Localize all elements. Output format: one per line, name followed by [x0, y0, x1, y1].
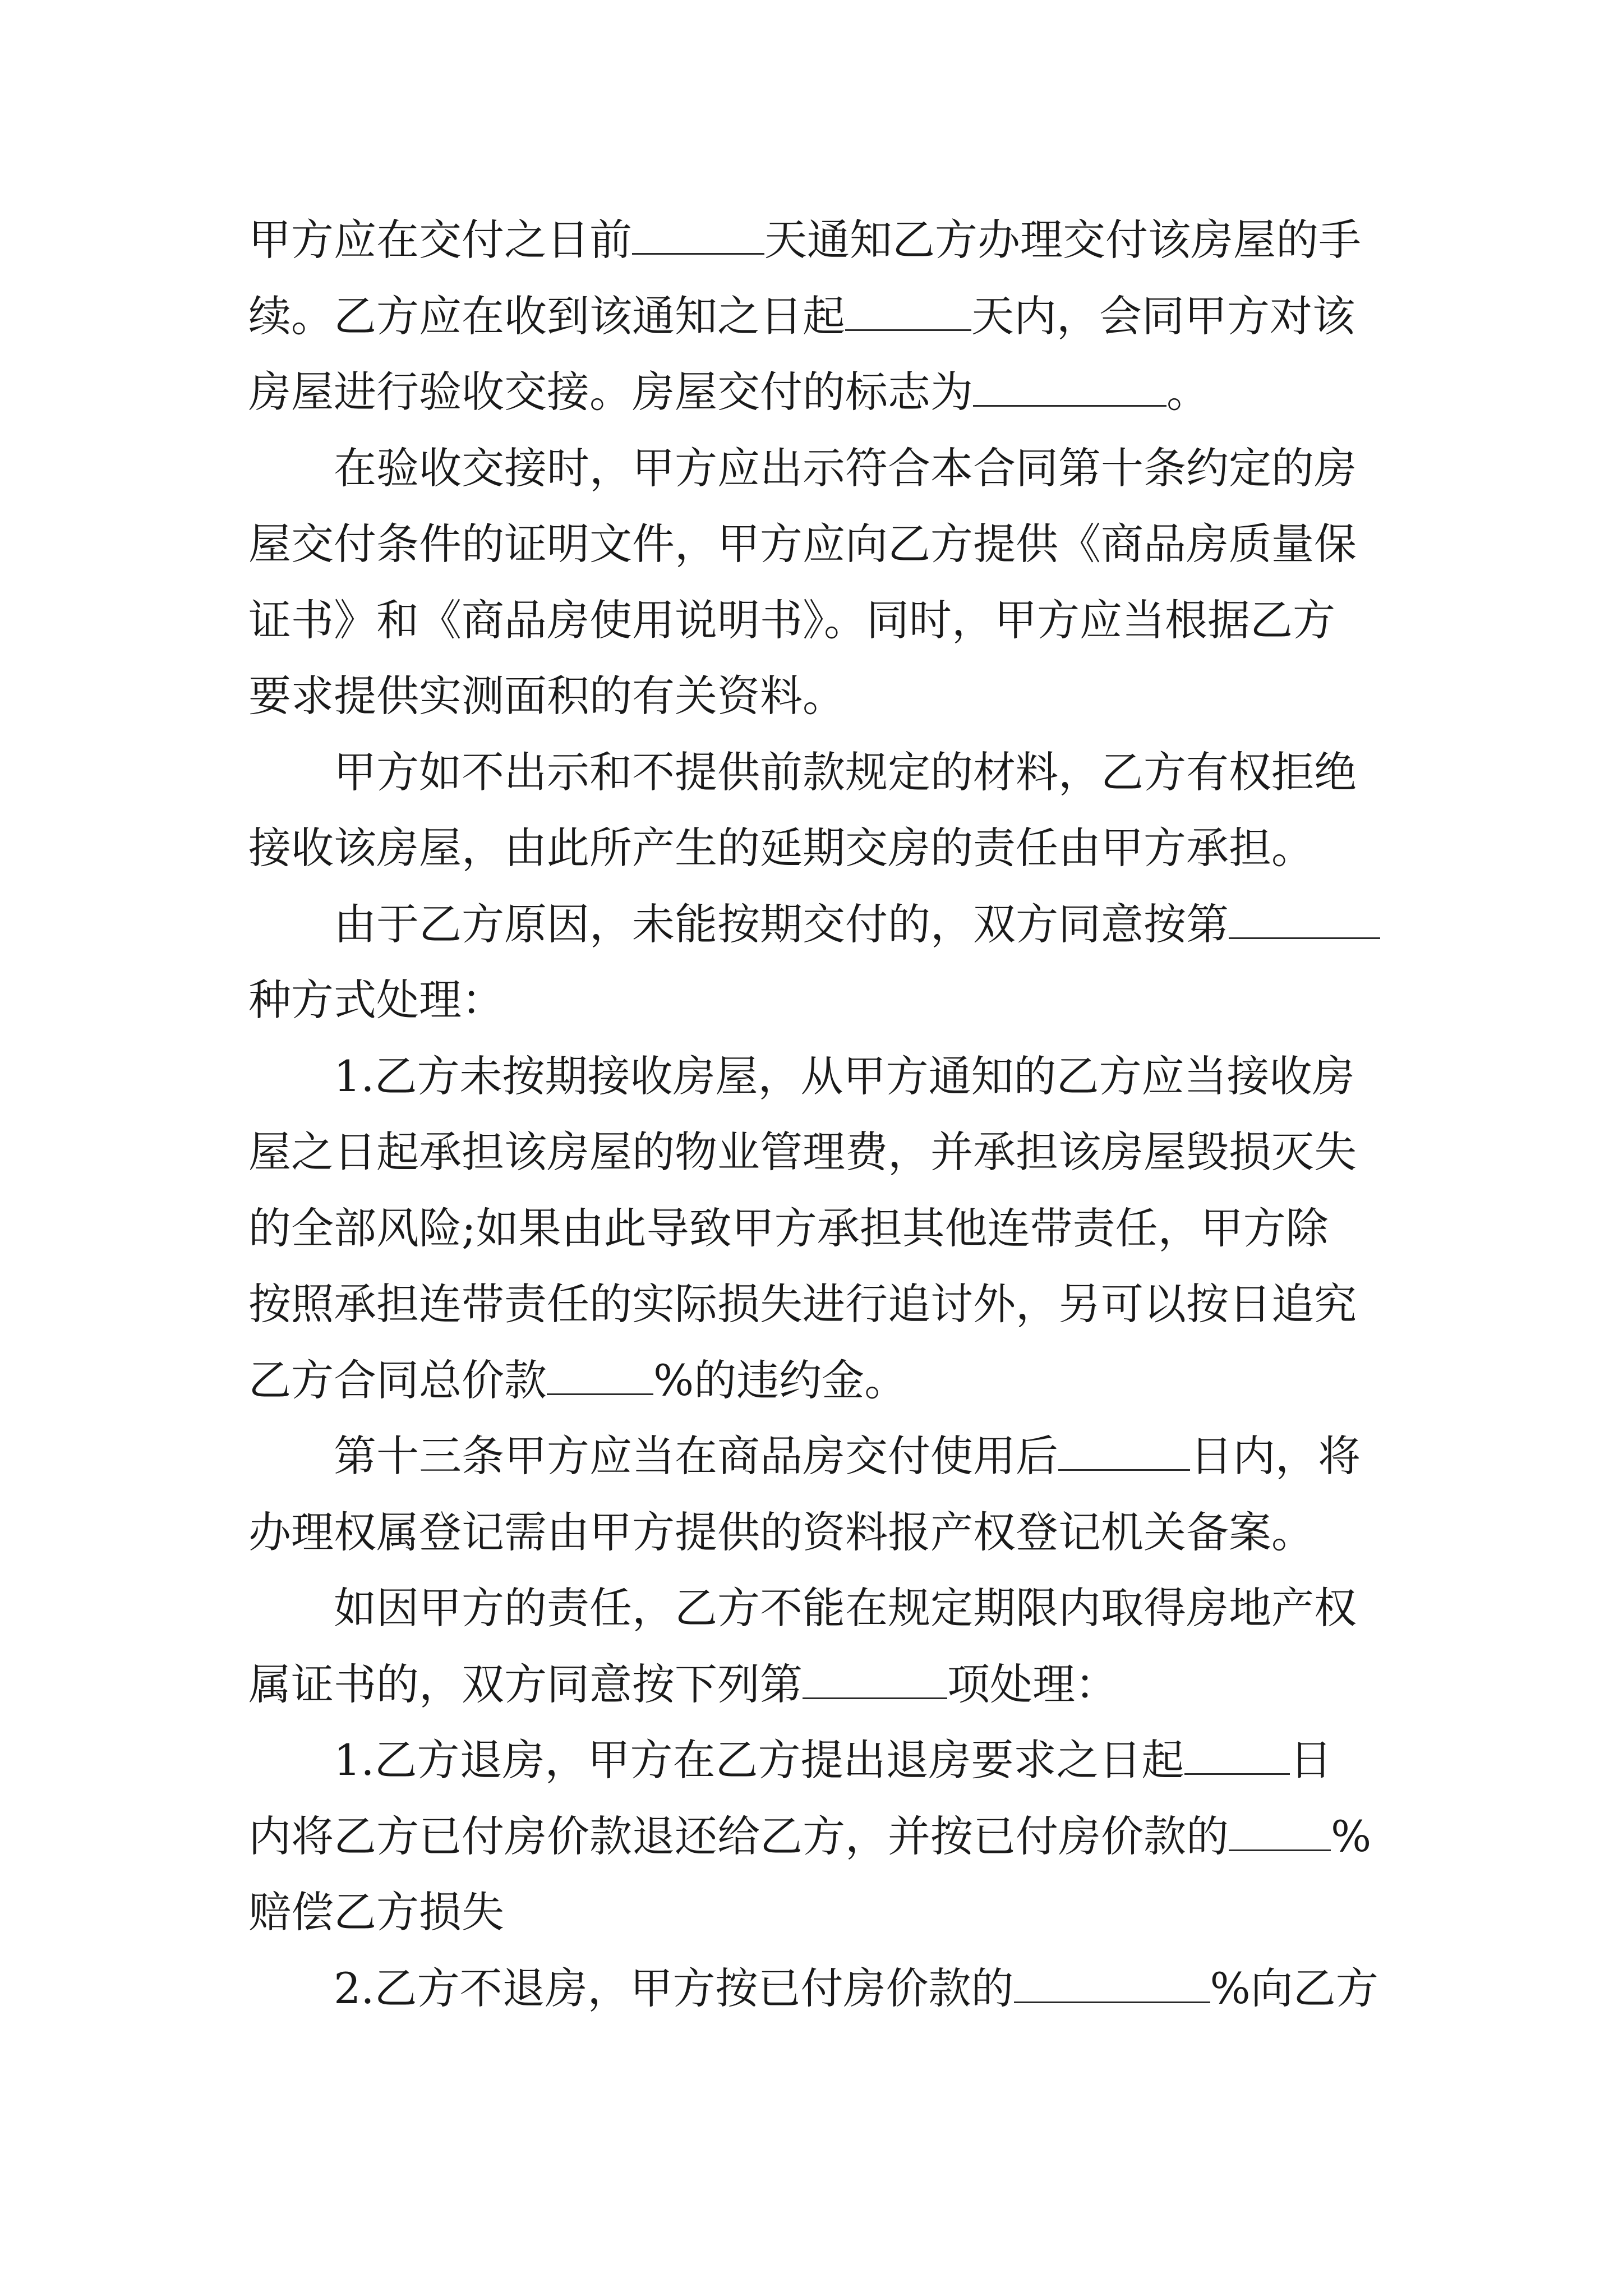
blank-field	[803, 1660, 947, 1699]
text-line	[248, 1418, 1393, 1494]
text-span: 的全部风险;如果由此导致甲方承担其他连带责任，甲方除	[248, 1203, 1329, 1253]
text-span: 1.乙方退房，甲方在乙方提出退房要求之日起	[334, 1735, 1184, 1785]
text-span: 接收该房屋，由此所产生的延期交房的责任由甲方承担。	[248, 823, 1314, 873]
text-span: 赔偿乙方损失	[248, 1887, 504, 1937]
text-line	[248, 810, 1393, 886]
text-span: 证书》和《商品房使用说明书》。同时，甲方应当根据乙方	[248, 595, 1335, 645]
text-span: 续。乙方应在收到该通知之日起	[248, 291, 845, 341]
text-span: 屋之日起承担该房屋的物业管理费，并承担该房屋毁损灭失	[248, 1127, 1357, 1177]
text-span: 天内，会同甲方对该	[971, 291, 1355, 341]
text-span: 由于乙方原因，未能按期交付的，双方同意按第	[334, 899, 1229, 949]
blank-field	[1058, 1432, 1190, 1471]
text-line	[248, 1190, 1393, 1267]
text-span: 项处理：	[947, 1659, 1118, 1709]
text-line	[248, 1798, 1393, 1875]
text-line	[248, 734, 1393, 811]
text-span: %	[1331, 1811, 1372, 1861]
text-line	[248, 1342, 1393, 1419]
text-span: 种方式处理：	[248, 975, 504, 1025]
blank-field	[632, 216, 764, 255]
text-span: 办理权属登记需由甲方提供的资料报产权登记机关备案。	[248, 1507, 1314, 1557]
blank-field	[1229, 1812, 1331, 1851]
text-line	[248, 1874, 1393, 1950]
text-span: 甲方应在交付之日前	[248, 215, 632, 265]
text-line	[248, 1266, 1393, 1342]
text-span: 日	[1289, 1735, 1332, 1785]
blank-field	[973, 368, 1166, 407]
document-body	[248, 202, 1393, 2026]
blank-field	[845, 292, 971, 331]
text-line	[248, 1570, 1393, 1646]
text-line	[248, 430, 1393, 507]
text-span: 内将乙方已付房价款退还给乙方，并按已付房价款的	[248, 1811, 1229, 1861]
text-span: 在验收交接时，甲方应出示符合本合同第十条约定的房	[334, 443, 1357, 493]
text-line	[248, 278, 1393, 355]
text-span: 天通知乙方办理交付该房屋的手	[764, 215, 1361, 265]
text-span: 1.乙方未按期接收房屋，从甲方通知的乙方应当接收房	[334, 1051, 1355, 1101]
text-line	[248, 202, 1393, 278]
text-span: %向乙方	[1210, 1963, 1378, 2013]
text-span: 房屋进行验收交接。房屋交付的标志为	[248, 367, 973, 417]
text-line	[248, 1114, 1393, 1190]
text-line	[248, 506, 1393, 582]
text-span: 甲方如不出示和不提供前款规定的材料，乙方有权拒绝	[334, 747, 1357, 797]
text-line	[248, 886, 1393, 963]
text-span: 如因甲方的责任，乙方不能在规定期限内取得房地产权	[334, 1583, 1357, 1633]
text-line	[248, 582, 1393, 659]
text-line	[248, 658, 1393, 734]
text-span: 日内，将	[1190, 1431, 1361, 1481]
text-line	[248, 1950, 1393, 2027]
text-span: 。	[1166, 367, 1209, 417]
text-line	[248, 1038, 1393, 1115]
text-line	[248, 962, 1393, 1038]
text-span: 屋交付条件的证明文件，甲方应向乙方提供《商品房质量保	[248, 519, 1357, 569]
text-span: 按照承担连带责任的实际损失进行追讨外，另可以按日追究	[248, 1279, 1357, 1329]
text-span: 要求提供实测面积的有关资料。	[248, 671, 845, 721]
text-span: 第十三条甲方应当在商品房交付使用后	[334, 1431, 1058, 1481]
blank-field	[1229, 900, 1380, 939]
text-line	[248, 1722, 1393, 1798]
text-span: 乙方合同总价款	[248, 1355, 547, 1405]
blank-field	[1184, 1736, 1290, 1775]
blank-field	[1014, 1964, 1210, 2003]
text-line	[248, 1494, 1393, 1571]
text-span: 2.乙方不退房，甲方按已付房价款的	[334, 1963, 1014, 2013]
text-line	[248, 1646, 1393, 1723]
text-line	[248, 354, 1393, 430]
text-span: %的违约金。	[653, 1355, 907, 1405]
blank-field	[547, 1356, 653, 1395]
text-span: 属证书的，双方同意按下列第	[248, 1659, 803, 1709]
